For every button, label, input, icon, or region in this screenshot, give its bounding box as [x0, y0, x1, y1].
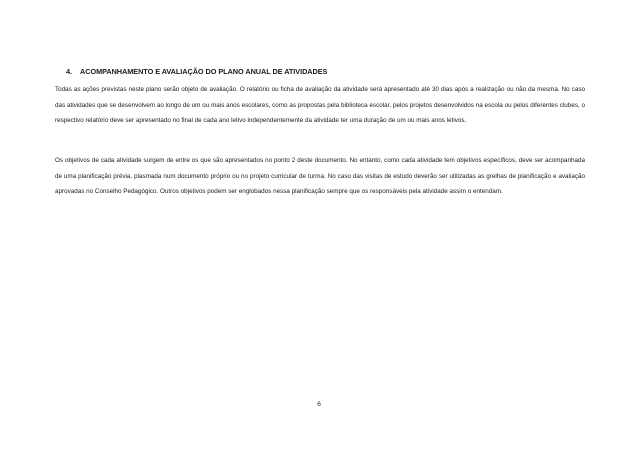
section-heading: [66, 67, 327, 76]
page-number: 6: [317, 401, 321, 408]
section-number: 4.: [66, 67, 72, 76]
paragraph-objectives: Os objetivos de cada atividade surgem de entre os que são apresentados no ponto 2 deste documento. No entanto, como cada atividade tem objetivos específicos, deve ser acompanhada de uma planificação prévia, plasmada num documento próprio ou no projeto curricular de turma. No caso das visitas de estudo deverão ser utilizadas as grelhas de planificação e avaliação aprovadas no Conselho Pedagógico. Outros objetivos podem ser englobados nessa planificação sempre que os responsáveis pela atividade assim o entendam.: [55, 157, 585, 195]
paragraph-evaluation: Todas as ações previstas neste plano serão objeto de avaliação. O relatório ou ficha de avaliação da atividade será apresentado até 30 dias após a realização ou não da mesma. No caso das atividades que se desenvolvem ao longo de um ou mais anos escolares, como as propostas pela biblioteca escolar, pelos projetos desenvolvidos na escola ou pelos diferentes clubes, o respectivo relatório deve ser apresentado no final de cada ano letivo independentemente da atividade ter uma duração de um ou mais anos letivos.: [55, 86, 585, 124]
section-title: ACOMPANHAMENTO E AVALIAÇÃO DO PLANO ANUAL DE ATIVIDADES: [80, 67, 328, 76]
